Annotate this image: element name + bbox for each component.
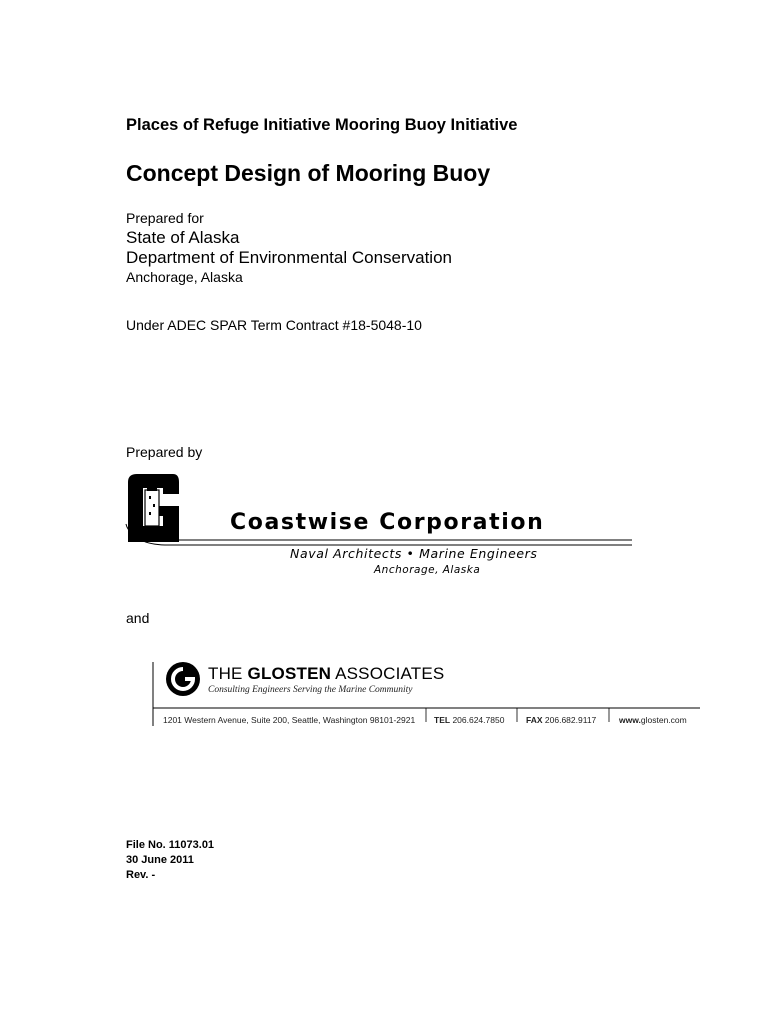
prepared-by-label: Prepared by: [126, 444, 203, 460]
document-supertitle: Places of Refuge Initiative Mooring Buoy Initiative: [126, 116, 518, 134]
client-location: Anchorage, Alaska: [126, 269, 243, 285]
document-date: 30 June 2011: [126, 854, 194, 866]
glosten-website[interactable]: www.glosten.com: [619, 715, 687, 725]
document-title: Concept Design of Mooring Buoy: [126, 160, 491, 186]
prepared-for-label: Prepared for: [126, 210, 204, 226]
coastwise-tagline: Naval Architects • Marine Engineers: [290, 546, 538, 561]
glosten-telephone: TEL 206.624.7850: [434, 715, 505, 725]
contract-reference: Under ADEC SPAR Term Contract #18-5048-10: [126, 317, 422, 333]
client-name: State of Alaska: [126, 228, 240, 247]
glosten-company-name: THE GLOSTEN ASSOCIATES: [208, 664, 445, 683]
glosten-tagline: Consulting Engineers Serving the Marine Community: [208, 685, 413, 695]
glosten-address: 1201 Western Avenue, Suite 200, Seattle, Washington 98101-2921: [163, 715, 416, 725]
client-department: Department of Environmental Conservation: [126, 248, 452, 267]
glosten-logo-icon: [164, 660, 202, 698]
file-number: File No. 11073.01: [126, 839, 215, 851]
glosten-fax: FAX 206.682.9117: [526, 715, 597, 725]
coastwise-location: Anchorage, Alaska: [374, 564, 481, 576]
revision: Rev. -: [126, 869, 156, 881]
coastwise-company-name: Coastwise Corporation: [230, 510, 545, 535]
and-label: and: [126, 610, 150, 626]
